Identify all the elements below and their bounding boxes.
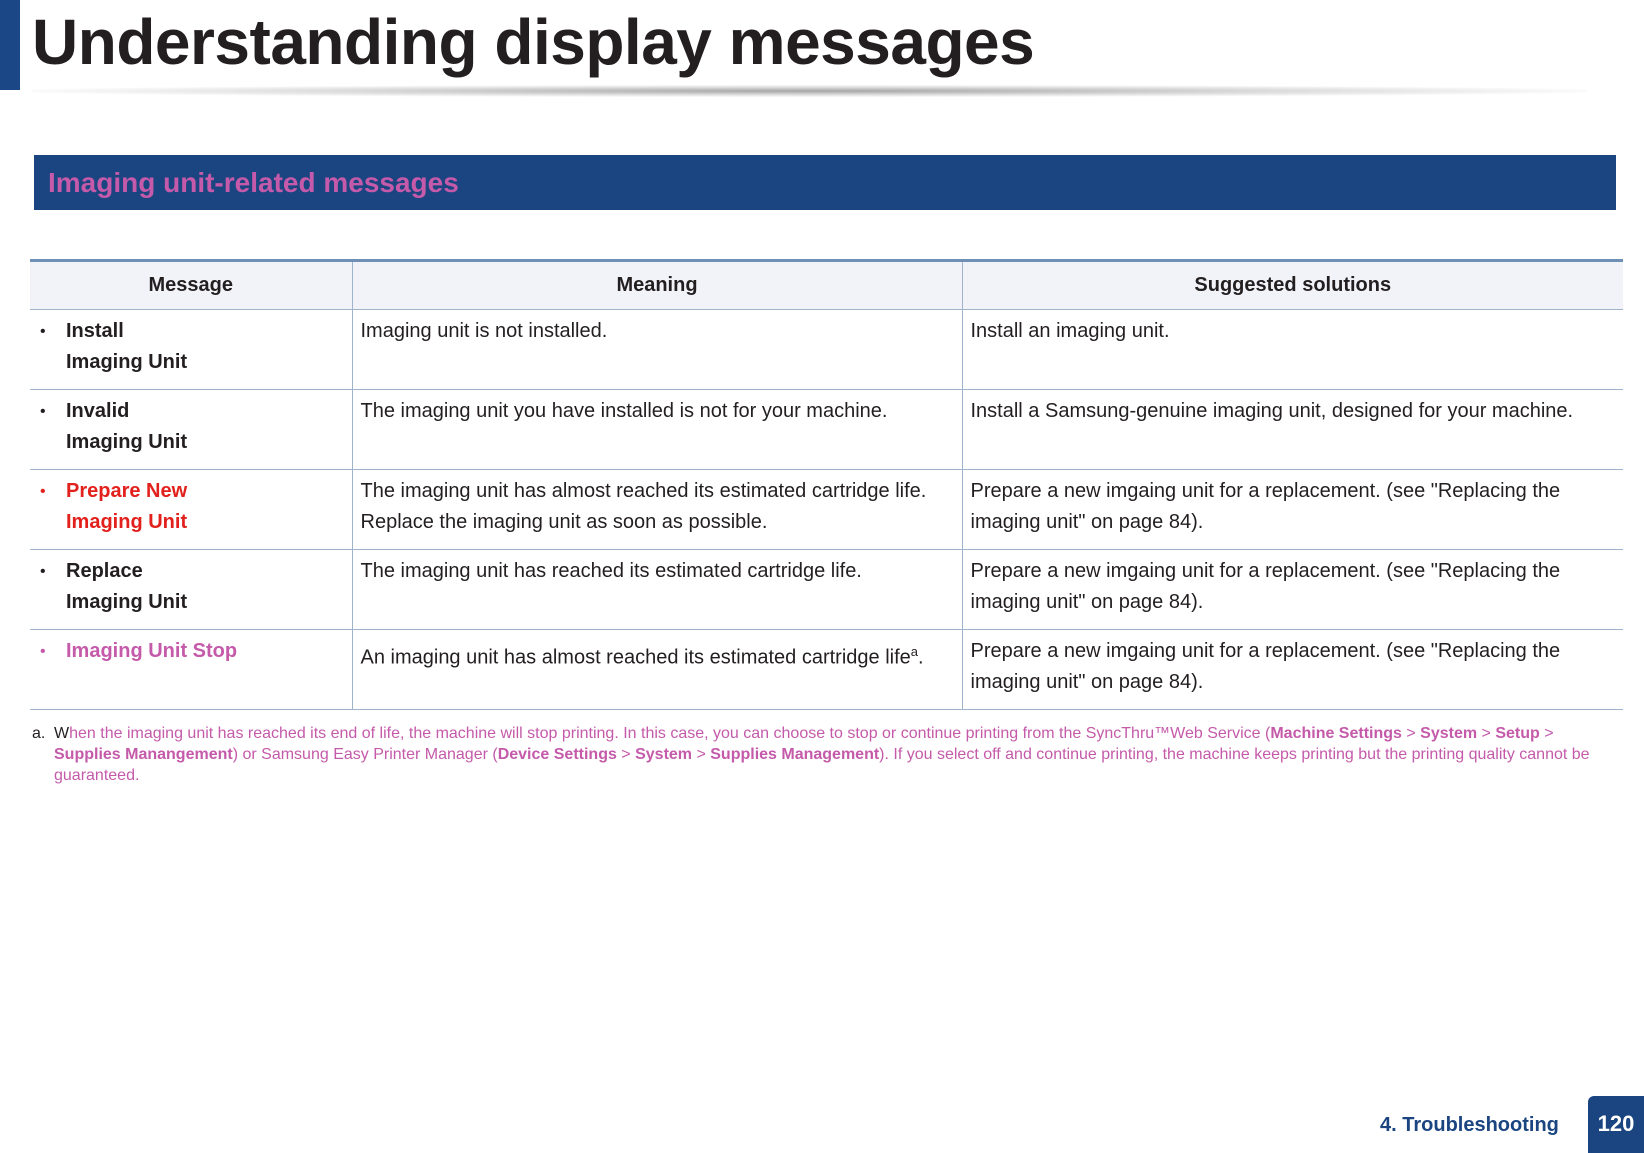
table-row <box>30 390 1623 470</box>
path-separator: > <box>616 746 636 763</box>
solution-cell: Install a Samsung-genuine imaging unit, designed for your machine. <box>962 390 1623 470</box>
solution-cell: Prepare a new imgaing unit for a replacement. (see "Replacing the imaging unit" on page 84). <box>962 470 1623 550</box>
footnote-text-part: hen the imaging unit has reached its end of life, the machine will stop printing. In this case, you can choose to stop or continue printing from the SyncThru™Web Service ( <box>69 725 1271 742</box>
message-text: Imaging Unit <box>66 431 188 453</box>
meaning-cell: Imaging unit is not installed. <box>352 310 962 390</box>
message-cell <box>30 470 352 550</box>
solution-cell: Prepare a new imgaing unit for a replacement. (see "Replacing the imaging unit" on page 84). <box>962 630 1623 710</box>
footnote <box>32 723 1622 786</box>
meaning-text: An imaging unit has almost reached its estimated cartridge life <box>360 646 911 669</box>
column-header-message: Message <box>30 261 352 310</box>
footnote-text-part: ). If you select off and continue printing, the machine keeps printing but the printing quality cannot be guaranteed. <box>54 746 1590 784</box>
message-cell <box>30 630 352 710</box>
message-cell <box>30 550 352 630</box>
menu-path-item: Machine Settings <box>1270 725 1402 742</box>
bullet-icon: • <box>40 323 46 340</box>
message-text: Imaging Unit <box>66 591 188 613</box>
message-text: Replace <box>66 560 143 582</box>
message-text: Invalid <box>66 400 130 422</box>
meaning-cell <box>352 630 962 710</box>
meaning-cell: The imaging unit has almost reached its estimated cartridge life. Replace the imaging unit as soon as possible. <box>352 470 962 550</box>
message-cell <box>30 390 352 470</box>
messages-table <box>30 259 1623 710</box>
table-row <box>30 310 1623 390</box>
table-row <box>30 550 1623 630</box>
message-cell <box>30 310 352 390</box>
bullet-icon: • <box>40 643 46 660</box>
meaning-cell: The imaging unit has reached its estimated cartridge life. <box>352 550 962 630</box>
path-separator: > <box>1477 725 1496 742</box>
table-header-row <box>30 261 1623 310</box>
message-text: Imaging Unit <box>66 511 188 533</box>
message-text: Prepare New <box>66 480 188 502</box>
header-accent-bar <box>0 0 20 90</box>
column-header-solutions: Suggested solutions <box>962 261 1623 310</box>
solution-cell: Install an imaging unit. <box>962 310 1623 390</box>
page-number: 120 <box>1588 1096 1644 1153</box>
meaning-punctuation: . <box>918 646 924 669</box>
footnote-first-letter: W <box>54 725 70 742</box>
table-row <box>30 630 1623 710</box>
bullet-icon: • <box>40 483 46 500</box>
table-row <box>30 470 1623 550</box>
section-title: Imaging unit-related messages <box>48 167 459 198</box>
chapter-label: 4. Troubleshooting <box>1380 1114 1559 1136</box>
bullet-icon: • <box>40 403 46 420</box>
column-header-meaning: Meaning <box>352 261 962 310</box>
path-separator: > <box>692 746 711 763</box>
menu-path-item: System <box>635 746 693 763</box>
path-separator: > <box>1539 725 1554 742</box>
path-separator: > <box>1401 725 1421 742</box>
bullet-icon: • <box>40 563 46 580</box>
message-text: Imaging Unit Stop <box>66 640 238 662</box>
footnote-marker: a. <box>32 725 46 742</box>
footnote-text-part: ) or Samsung Easy Printer Manager ( <box>232 746 498 763</box>
page-title: Understanding display messages <box>32 6 1035 78</box>
menu-path-item: Device Settings <box>497 746 617 763</box>
menu-path-item: Setup <box>1495 725 1540 742</box>
footnote-text <box>54 723 1622 786</box>
menu-path-item: Supplies Manangement <box>54 746 233 763</box>
solution-cell: Prepare a new imgaing unit for a replacement. (see "Replacing the imaging unit" on page 84). <box>962 550 1623 630</box>
meaning-cell: The imaging unit you have installed is not for your machine. <box>352 390 962 470</box>
menu-path-item: System <box>1420 725 1478 742</box>
menu-path-item: Supplies Management <box>710 746 880 763</box>
footnote-reference[interactable]: a <box>910 644 919 659</box>
message-text: Imaging Unit <box>66 351 188 373</box>
message-text: Install <box>66 320 124 342</box>
title-divider <box>32 85 1587 97</box>
section-header <box>34 155 1616 210</box>
